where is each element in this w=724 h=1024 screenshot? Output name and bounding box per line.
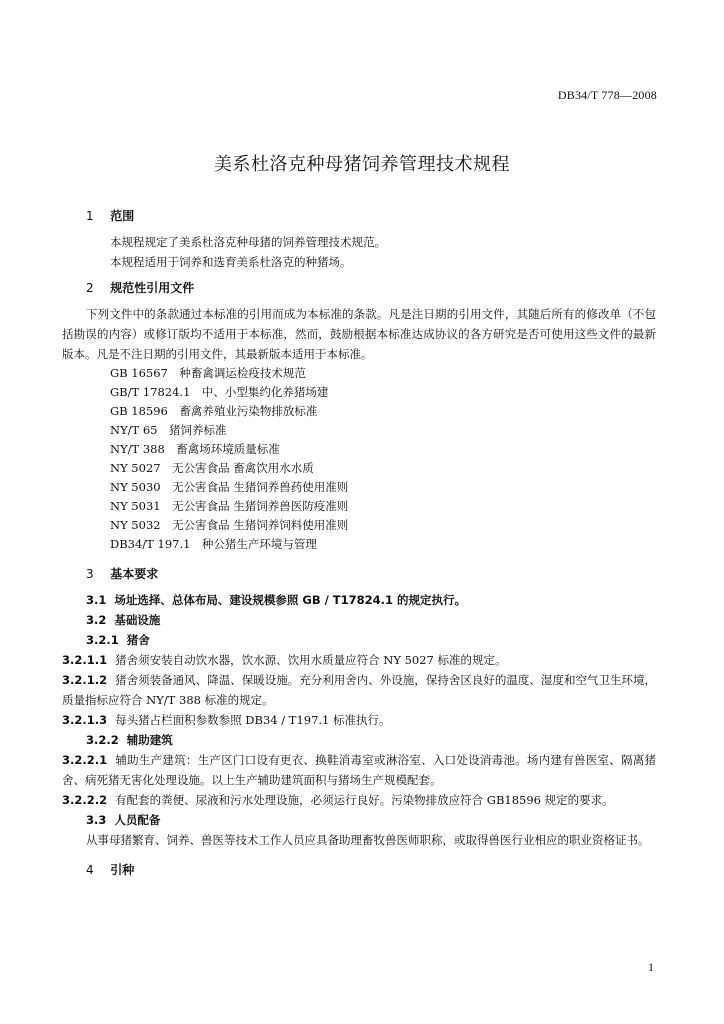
reference-item: NY/T 388 畜禽场环境质量标准	[110, 442, 280, 456]
clause-number: 3.1	[86, 593, 107, 607]
clause-title: 辅助建筑	[126, 733, 173, 747]
section-title: 基本要求	[110, 567, 159, 581]
paragraph: 从事母猪繁育、饲养、兽医等技术工作人员应具备助理畜牧兽医师职称，或取得兽医行业相应的职业资格证书。	[86, 833, 650, 847]
section-2-heading	[86, 278, 656, 298]
clause-text: 猪舍须安装自动饮水器，饮水源、饮用水质量应符合 NY 5027 标准的规定。	[115, 653, 507, 667]
clause-text: 场址选择、总体布局、建设规模参照 GB / T17824.1 的规定执行。	[114, 593, 467, 607]
reference-item: GB 18596 畜禽养殖业污染物排放标准	[110, 404, 318, 418]
clause-3-2-2	[86, 730, 656, 750]
clause-number: 3.3	[86, 813, 107, 827]
reference-item: NY 5027 无公害食品 畜禽饮用水水质	[110, 461, 314, 475]
reference-item: NY/T 65 猪饲养标准	[110, 423, 227, 437]
clause-number: 3.2.1	[86, 633, 119, 647]
reference-item: NY 5031 无公害食品 生猪饲养兽医防疫准则	[110, 499, 349, 513]
reference-item: NY 5032 无公害食品 生猪饲养饲料使用准则	[110, 518, 349, 532]
clause-3-2-2-2	[62, 790, 656, 810]
section-number: 3	[86, 567, 94, 581]
section-number: 2	[86, 281, 94, 295]
clause-text: 辅助生产建筑：生产区门口设有更衣、换鞋消毒室或淋浴室、入口处设消毒池。场内建有兽医室、隔离猪舍、病死猪无害化处理设施。以上生产辅助建筑面积与猪场生产规模配套。	[62, 753, 656, 787]
clause-text: 每头猪占栏面积参数参照 DB34 / T197.1 标准执行。	[115, 713, 391, 727]
section-title: 规范性引用文件	[110, 281, 195, 295]
clause-title: 基础设施	[114, 613, 161, 627]
paragraph: 本规程适用于饲养和选育美系杜洛克的种猪场。	[110, 255, 352, 269]
page-number: 1	[648, 960, 654, 974]
section-title: 范围	[110, 209, 135, 223]
clause-text: 有配套的粪便、尿液和污水处理设施，必须运行良好。污染物排放应符合 GB18596 规定的要求。	[115, 793, 614, 807]
clause-text: 猪舍须装备通风、降温、保暖设施。充分利用舍内、外设施，保持舍区良好的温度、湿度和空气卫生环境，质量指标应符合 NY/T 388 标准的规定。	[62, 673, 656, 707]
reference-list	[86, 364, 656, 554]
clause-3-2-1	[86, 630, 656, 650]
page-title: 美系杜洛克种母猪饲养管理技术规程	[214, 154, 510, 175]
clause-number: 3.2.1.3	[62, 713, 108, 727]
section-1-heading	[86, 206, 656, 226]
paragraph: 下列文件中的条款通过本标准的引用而成为本标准的条款。凡是注日期的引用文件，其随后所有的修改单（不包括勘误的内容）或修订版均不适用于本标准，然而，鼓励根据本标准达成协议的各方研究是否可使用这些文件的最新版本。凡是不注日期的引用文件，其最新版本适用于本标准。	[62, 307, 656, 361]
section-4-heading	[86, 860, 656, 880]
clause-3-2-1-1	[62, 650, 656, 670]
clause-3-3	[86, 810, 656, 830]
section-number: 1	[86, 209, 94, 223]
reference-item: GB/T 17824.1 中、小型集约化养猪场建	[110, 385, 329, 399]
clause-3-2-1-3	[62, 710, 656, 730]
clause-title: 猪舍	[126, 633, 150, 647]
clause-title: 人员配备	[114, 813, 161, 827]
reference-item: DB34/T 197.1 种公猪生产环境与管理	[110, 537, 317, 551]
document-body	[62, 206, 656, 880]
clause-number: 3.2	[86, 613, 107, 627]
reference-item: GB 16567 种畜禽调运检疫技术规范	[110, 366, 306, 380]
clause-3-2	[86, 610, 656, 630]
clause-number: 3.2.1.1	[62, 653, 108, 667]
reference-item: NY 5030 无公害食品 生猪饲养兽药使用准则	[110, 480, 349, 494]
clause-number: 3.2.2.2	[62, 793, 108, 807]
clause-3-2-1-2	[62, 670, 656, 710]
clause-number: 3.2.2.1	[62, 753, 108, 767]
section-title: 引种	[110, 863, 135, 877]
section-number: 4	[86, 863, 94, 877]
clause-number: 3.2.1.2	[62, 673, 108, 687]
paragraph: 本规程规定了美系杜洛克种母猪的饲养管理技术规范。	[110, 235, 386, 249]
clause-3-1	[86, 590, 656, 610]
section-3-heading	[86, 564, 656, 584]
clause-3-2-2-1	[62, 750, 656, 790]
document-code: DB34/T 778—2008	[557, 88, 657, 102]
clause-number: 3.2.2	[86, 733, 119, 747]
